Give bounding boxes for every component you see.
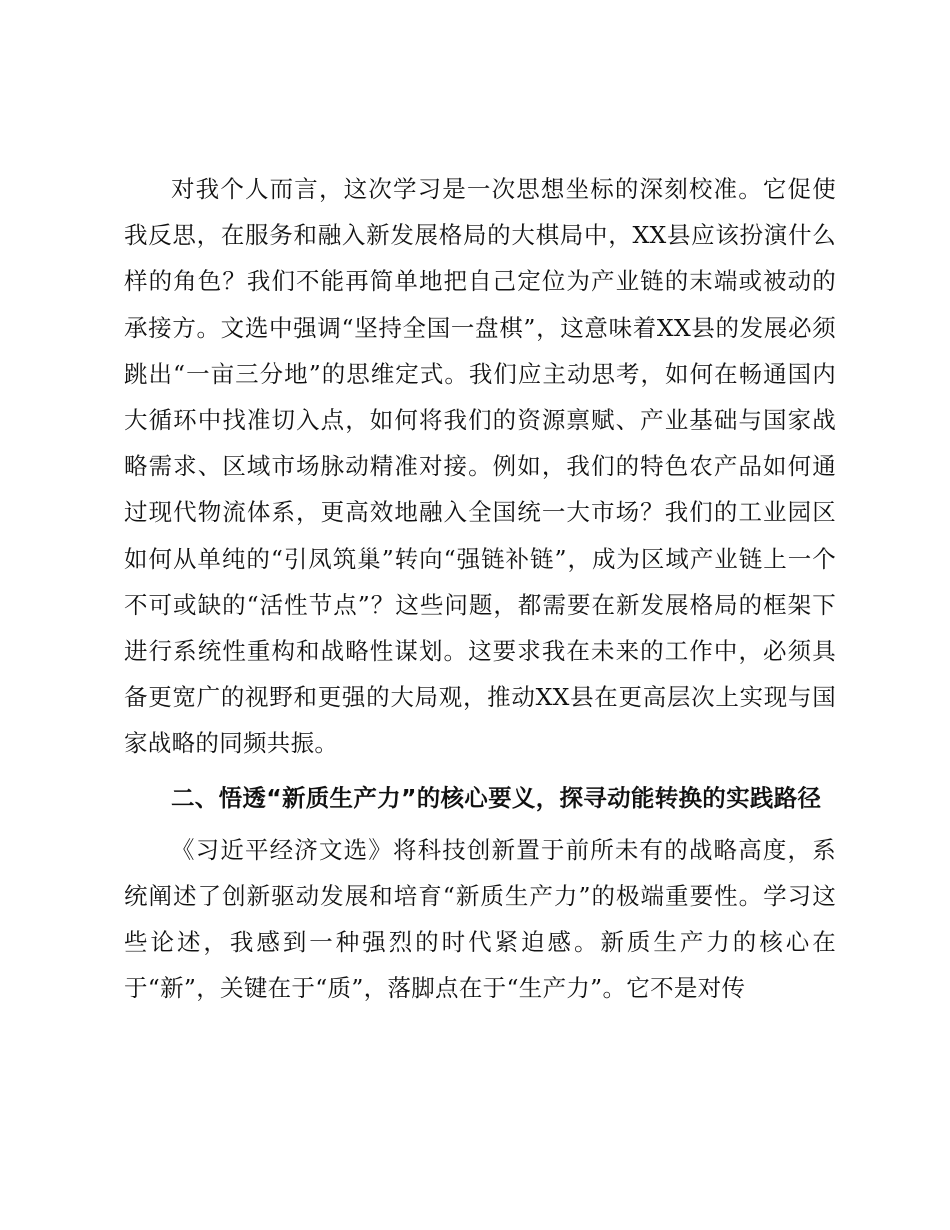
document-body	[124, 166, 836, 1012]
body-paragraph: 对我个人而言，这次学习是一次思想坐标的深刻校准。它促使我反思，在服务和融入新发展格局的大棋局中，XX县应该扮演什么样的角色？我们不能再简单地把自己定位为产业链的末端或被动的承接方。文选中强调“坚持全国一盘棋”，这意味着XX县的发展必须跳出“一亩三分地”的思维定式。我们应主动思考，如何在畅通国内大循环中找准切入点，如何将我们的资源禀赋、产业基础与国家战略需求、区域市场脉动精准对接。例如，我们的特色农产品如何通过现代物流体系，更高效地融入全国统一大市场？我们的工业园区如何从单纯的“引凤筑巢”转向“强链补链”，成为区域产业链上一个不可或缺的“活性节点”？这些问题，都需要在新发展格局的框架下进行系统性重构和战略性谋划。这要求我在未来的工作中，必须具备更宽广的视野和更强的大局观，推动XX县在更高层次上实现与国家战略的同频共振。	[124, 175, 836, 758]
section-heading: 二、悟透“新质生产力”的核心要义，探寻动能转换的实践路径	[171, 783, 822, 812]
body-paragraph: 《习近平经济文选》将科技创新置于前所未有的战略高度，系统阐述了创新驱动发展和培育“新质生产力”的极端重要性。学习这些论述，我感到一种强烈的时代紧迫感。新质生产力的核心在于“新”，关键在于“质”，落脚点在于“生产力”。它不是对传	[124, 835, 836, 1003]
